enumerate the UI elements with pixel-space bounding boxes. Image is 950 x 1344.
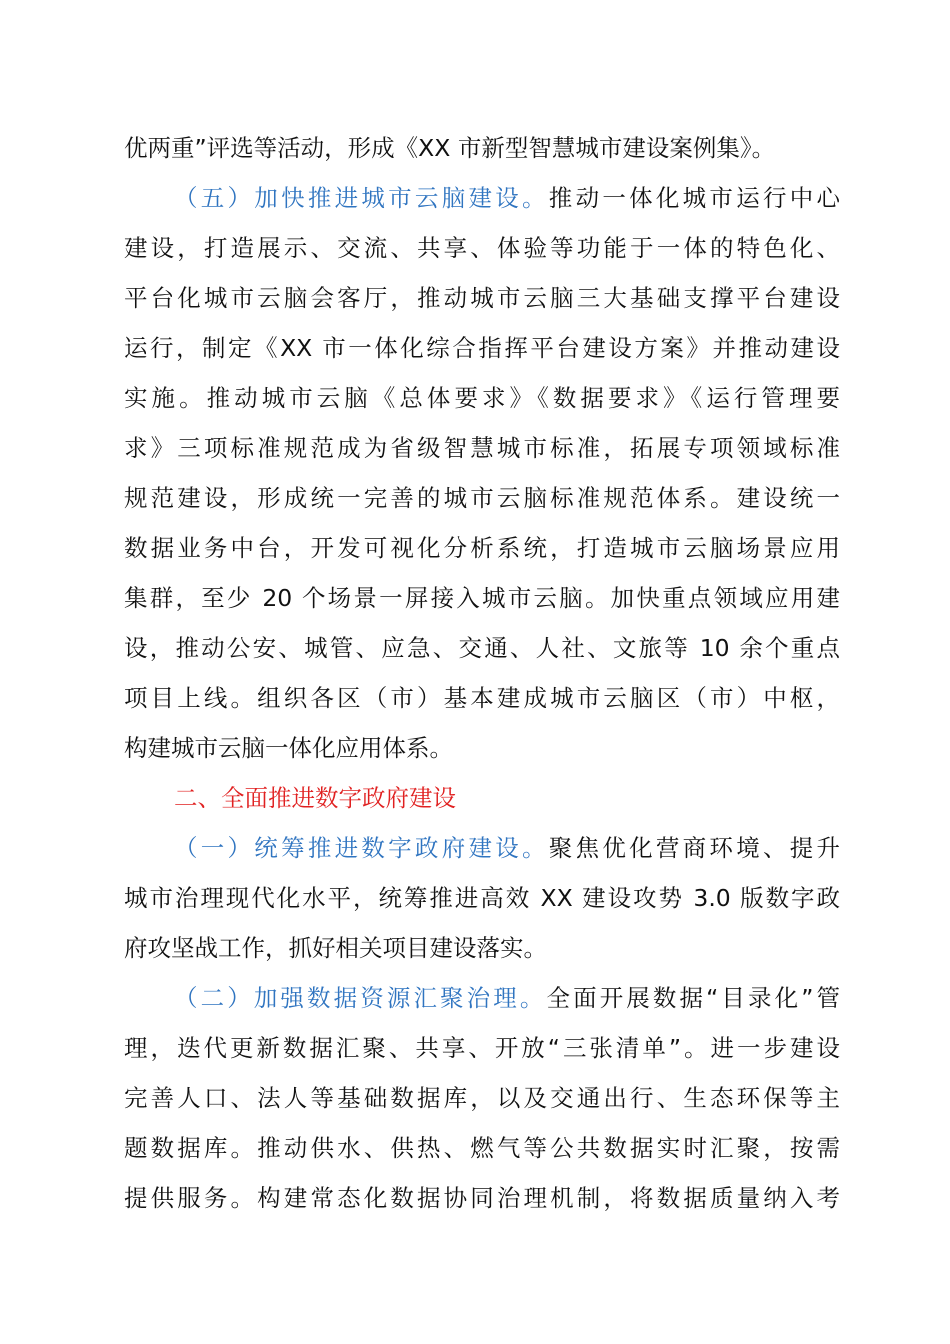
section-title: 二、全面推进数字政府建设 [174, 784, 456, 812]
text-line [124, 478, 840, 518]
subsection-heading: （五）加快推进城市云脑建设。 [174, 184, 549, 212]
text-line-content: 求》三项标准规范成为省级智慧城市标准，拓展专项领域标准 [124, 434, 840, 462]
text-line [124, 128, 840, 168]
section-title-line [174, 778, 840, 818]
text-line [124, 1078, 840, 1118]
text-line [124, 328, 840, 368]
text-line-content: 规范建设，形成统一完善的城市云脑标准规范体系。建设统一 [124, 484, 840, 512]
text-line-content: 平台化城市云脑会客厅，推动城市云脑三大基础支撑平台建设 [124, 284, 840, 312]
text-line-content: 城市治理现代化水平，统筹推进高效 XX 建设攻势 3.0 版数字政 [124, 884, 840, 912]
text-line [124, 528, 840, 568]
text-line-content: 完善人口、法人等基础数据库，以及交通出行、生态环保等主 [124, 1084, 840, 1112]
text-line-content: 构建城市云脑一体化应用体系。 [124, 734, 453, 762]
text-line [124, 728, 840, 768]
text-line-content: 优两重”评选等活动，形成《XX 市新型智慧城市建设案例集》。 [124, 134, 776, 162]
text-line-content: 数据业务中台，开发可视化分析系统，打造城市云脑场景应用 [124, 534, 840, 562]
paragraph-heading-line [174, 178, 840, 218]
text-line-content: 聚焦优化营商环境、提升 [548, 834, 841, 862]
text-line [124, 628, 840, 668]
text-line [124, 1028, 840, 1068]
subsection-heading: （一）统筹推进数字政府建设。 [174, 834, 549, 862]
text-line-content: 运行，制定《XX 市一体化综合指挥平台建设方案》并推动建设 [124, 334, 840, 362]
text-line-content: 提供服务。构建常态化数据协同治理机制，将数据质量纳入考 [124, 1184, 840, 1212]
text-line [124, 678, 840, 718]
paragraph-heading-line [174, 978, 840, 1018]
text-line [124, 378, 840, 418]
subsection-heading: （二）加强数据资源汇聚治理。 [174, 984, 547, 1012]
text-line-content: 设，推动公安、城管、应急、交通、人社、文旅等 10 余个重点 [124, 634, 840, 662]
text-line [124, 1128, 840, 1168]
text-line-content: 建设，打造展示、交流、共享、体验等功能于一体的特色化、 [124, 234, 840, 262]
text-line [124, 928, 840, 968]
text-line [124, 278, 840, 318]
text-line-content: 题数据库。推动供水、供热、燃气等公共数据实时汇聚，按需 [124, 1134, 840, 1162]
text-line [124, 228, 840, 268]
text-line [124, 578, 840, 618]
text-line-content: 府攻坚战工作，抓好相关项目建设落实。 [124, 934, 547, 962]
text-line-content: 集群，至少 20 个场景一屏接入城市云脑。加快重点领域应用建 [124, 584, 840, 612]
text-line [124, 878, 840, 918]
text-line-content: 实施。推动城市云脑《总体要求》《数据要求》《运行管理要 [124, 384, 840, 412]
text-line-content: 理，迭代更新数据汇聚、共享、开放“三张清单”。进一步建设 [124, 1034, 840, 1062]
text-line [124, 428, 840, 468]
paragraph-heading-line [174, 828, 840, 868]
text-line [124, 1178, 840, 1218]
text-line-content: 项目上线。组织各区（市）基本建成城市云脑区（市）中枢， [124, 684, 840, 712]
text-line-content: 推动一体化城市运行中心 [548, 184, 841, 212]
text-line-content: 全面开展数据“目录化”管 [546, 984, 840, 1012]
